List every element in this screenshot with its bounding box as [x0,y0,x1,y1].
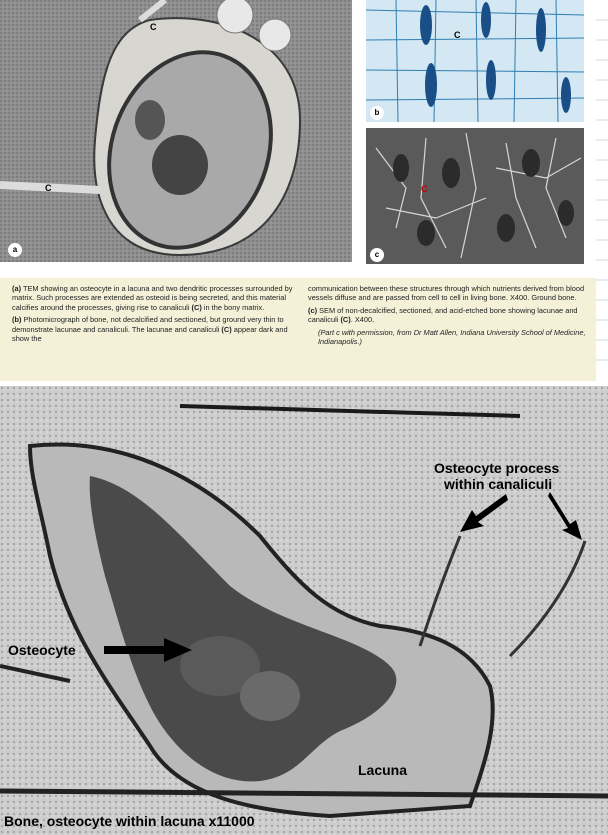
caption-a [12,284,298,312]
process-arrow-left-icon [458,490,508,534]
caption-a-label: (a) [12,284,22,293]
panel-letter-b: b [370,106,384,120]
caption-c [308,306,586,325]
canaliculi-marker: C [421,184,428,194]
micrograph-illustration [0,386,608,835]
panel-letter-a: a [8,243,22,257]
caption-b-end: appear dark and show the [12,324,288,344]
page-edge-ruling [596,0,608,386]
osteocyte-label: Osteocyte [8,642,76,658]
caption-c-end: . X400. [350,315,375,325]
photomicrograph-panel-b [366,0,584,122]
osteocyte-arrow-icon [104,638,194,662]
tem-image-panel-a [0,0,352,262]
caption-c-label: (c) [308,305,318,315]
caption-b-marker: (C) [221,324,232,334]
caption-right-column [308,284,586,349]
process-arrow-right-icon [546,490,586,542]
caption-b-continued: communication between these structures through which nutrients derived from blood vessels diffuse and are passed from cell to cell in living bone. X400. Ground bone. [308,284,585,303]
caption-b [12,315,298,343]
caption-credit [308,328,586,347]
stained-lacunae-illustration [366,0,584,122]
canaliculi-marker-top: C [150,22,157,32]
caption-c-marker: (C) [340,315,351,325]
sem-image-panel-c [366,128,584,264]
caption-a-text: TEM showing an osteocyte in a lacuna and two dendritic processes surrounded by matrix. Such processes are extended as osteoid is being secreted, and this material calcifies around the processes, giving rise to canaliculi [12,284,293,312]
caption-b-label: (b) [12,315,22,325]
micrograph-title: Bone, osteocyte within lacuna x11000 [4,813,255,829]
caption-left-column [12,284,298,346]
tem-osteocyte-illustration [0,0,352,262]
canaliculi-marker-left: C [45,183,52,193]
ruling-lines [596,0,608,386]
process-label-line1: Osteocyte process [434,460,560,476]
caption-a-end: in the bony matrix. [203,302,265,312]
canaliculi-marker: C [454,30,461,40]
lacuna-label: Lacuna [358,762,408,778]
figure-caption-box [0,278,596,381]
osteocyte-micrograph [0,386,608,835]
sem-texture-illustration [366,128,584,264]
caption-a-marker: (C) [191,302,202,312]
caption-b-text: Photomicrograph of bone, not decalcified and sectioned, but ground very thin to demonstrate lacunae and canaliculi. The lacunae and canaliculi [12,315,284,334]
caption-credit-text: (Part c with permission, from Dr Matt Allen, Indiana University School of Medicine, Indianapolis.) [318,327,586,347]
panel-letter-c: c [370,248,384,262]
caption-c-text: SEM of non-decalcified, sectioned, and acid-etched bone showing lacunae and canaliculi [308,305,578,325]
process-label-line2: within canaliculi [444,476,553,492]
